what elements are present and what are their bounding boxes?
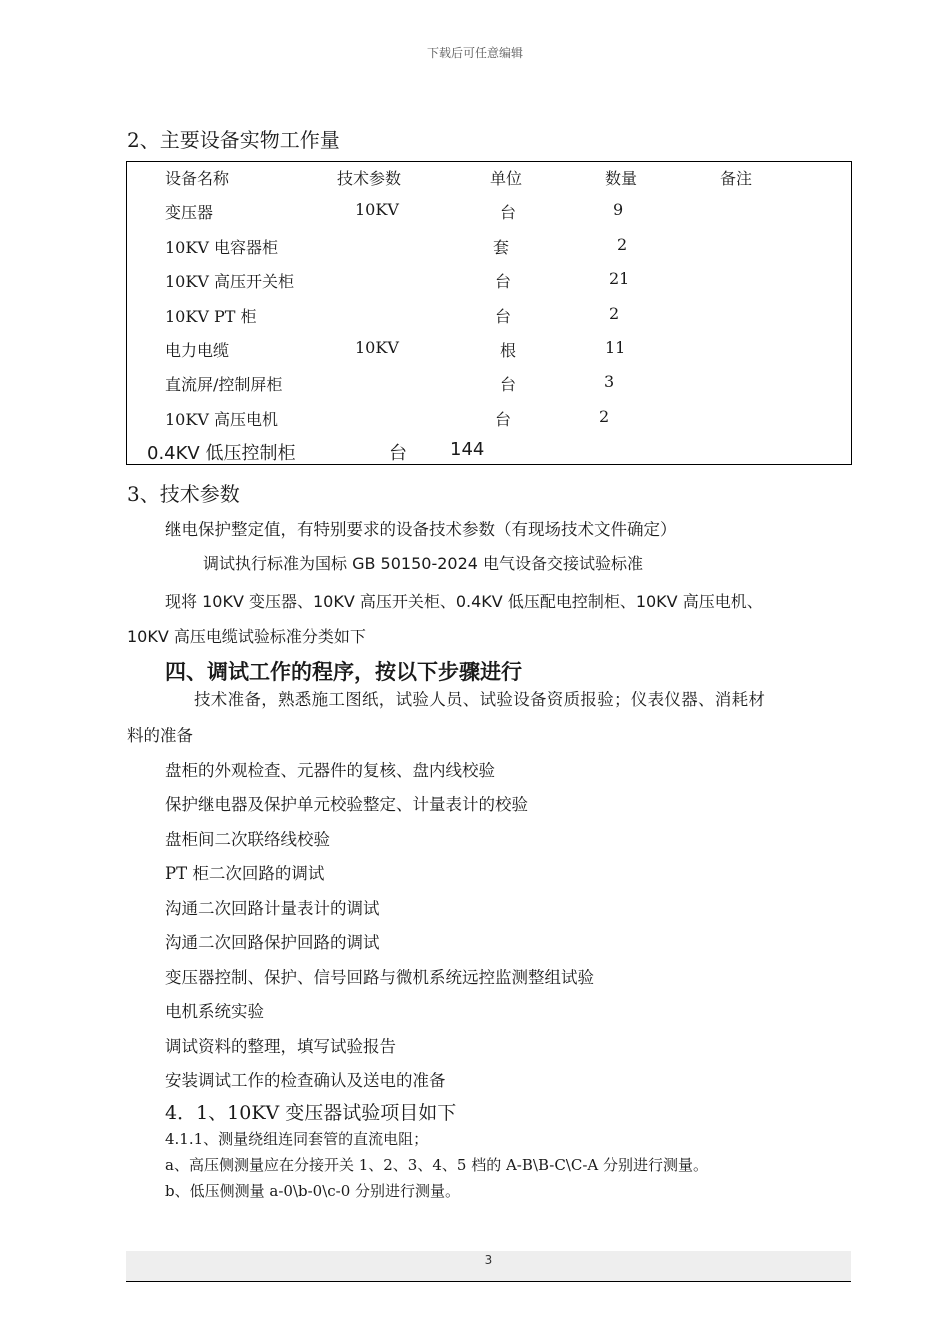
table-cell: 10KV bbox=[355, 200, 399, 219]
step-item: 变压器控制、保护、信号回路与微机系统远控监测整组试验 bbox=[165, 968, 594, 987]
table-cell: 2 bbox=[599, 407, 610, 426]
test-item: a、高压侧测量应在分接开关 1、2、3、4、5 档的 A-B\B-C\C-A 分别进行测量。 bbox=[165, 1156, 708, 1174]
paragraph: 调试执行标准为国标 GB 50150-2024 电气设备交接试验标准 bbox=[203, 554, 644, 573]
table-cell: 2 bbox=[617, 235, 628, 254]
table-cell: 台 bbox=[389, 443, 407, 464]
equipment-table bbox=[126, 161, 852, 465]
table-cell: 3 bbox=[604, 372, 615, 391]
table-cell: 电力电缆 bbox=[165, 341, 230, 360]
table-cell: 台 bbox=[500, 203, 517, 222]
col-header-unit: 单位 bbox=[490, 169, 523, 188]
step-item: 沟通二次回路计量表计的调试 bbox=[165, 899, 380, 918]
page-header: 下载后可任意编辑 bbox=[426, 46, 523, 60]
step-item: 盘柜间二次联络线校验 bbox=[165, 830, 330, 849]
section-3-title: 3、技术参数 bbox=[127, 482, 240, 506]
test-item: b、低压侧测量 a-0\b-0\c-0 分别进行测量。 bbox=[165, 1182, 461, 1200]
test-item: 4.1.1、测量绕组连同套管的直流电阻； bbox=[165, 1130, 429, 1148]
table-cell: 10KV bbox=[355, 338, 399, 357]
table-cell: 10KV 高压电机 bbox=[165, 410, 278, 429]
paragraph: 10KV 高压电缆试验标准分类如下 bbox=[127, 627, 366, 646]
table-cell: 根 bbox=[500, 341, 517, 360]
table-cell: 0.4KV 低压控制柜 bbox=[147, 443, 296, 464]
table-cell: 10KV 高压开关柜 bbox=[165, 272, 294, 291]
step-item: 电机系统实验 bbox=[165, 1002, 264, 1021]
table-cell: 9 bbox=[613, 200, 624, 219]
step-item: PT 柜二次回路的调试 bbox=[165, 864, 325, 883]
table-cell: 10KV PT 柜 bbox=[165, 307, 257, 326]
paragraph: 继电保护整定值，有特别要求的设备技术参数（有现场技术文件确定） bbox=[165, 520, 677, 539]
section-2-title: 2、主要设备实物工作量 bbox=[127, 128, 340, 152]
col-header-qty: 数量 bbox=[605, 169, 638, 188]
step-item: 沟通二次回路保护回路的调试 bbox=[165, 933, 380, 952]
table-cell: 2 bbox=[609, 304, 620, 323]
table-cell: 21 bbox=[609, 269, 630, 288]
table-cell: 台 bbox=[495, 410, 512, 429]
col-header-note: 备注 bbox=[720, 169, 753, 188]
table-cell: 11 bbox=[605, 338, 626, 357]
paragraph: 技术准备，熟悉施工图纸，试验人员、试验设备资质报验；仪表仪器、消耗材 bbox=[194, 690, 766, 709]
paragraph: 料的准备 bbox=[127, 726, 193, 745]
subsection-title: 4．1、10KV 变压器试验项目如下 bbox=[165, 1102, 457, 1124]
table-cell: 套 bbox=[493, 238, 510, 257]
paragraph: 现将 10KV 变压器、10KV 高压开关柜、0.4KV 低压配电控制柜、10KV 高压电机、 bbox=[165, 592, 763, 611]
table-cell: 台 bbox=[500, 375, 517, 394]
table-cell: 144 bbox=[450, 439, 485, 460]
col-header-name: 设备名称 bbox=[165, 169, 230, 188]
page-footer bbox=[126, 1251, 851, 1282]
table-cell: 10KV 电容器柜 bbox=[165, 238, 278, 257]
step-item: 调试资料的整理，填写试验报告 bbox=[165, 1037, 396, 1056]
col-header-params: 技术参数 bbox=[337, 169, 402, 188]
table-cell: 台 bbox=[495, 272, 512, 291]
page-number: 3 bbox=[484, 1253, 493, 1267]
table-cell: 台 bbox=[495, 307, 512, 326]
table-cell: 直流屏/控制屏柜 bbox=[165, 375, 283, 394]
step-item: 盘柜的外观检查、元器件的复核、盘内线校验 bbox=[165, 761, 495, 780]
step-item: 安装调试工作的检查确认及送电的准备 bbox=[165, 1071, 446, 1090]
table-cell: 变压器 bbox=[165, 203, 214, 222]
step-item: 保护继电器及保护单元校验整定、计量表计的校验 bbox=[165, 795, 528, 814]
section-4-title: 四、调试工作的程序，按以下步骤进行 bbox=[165, 660, 522, 684]
